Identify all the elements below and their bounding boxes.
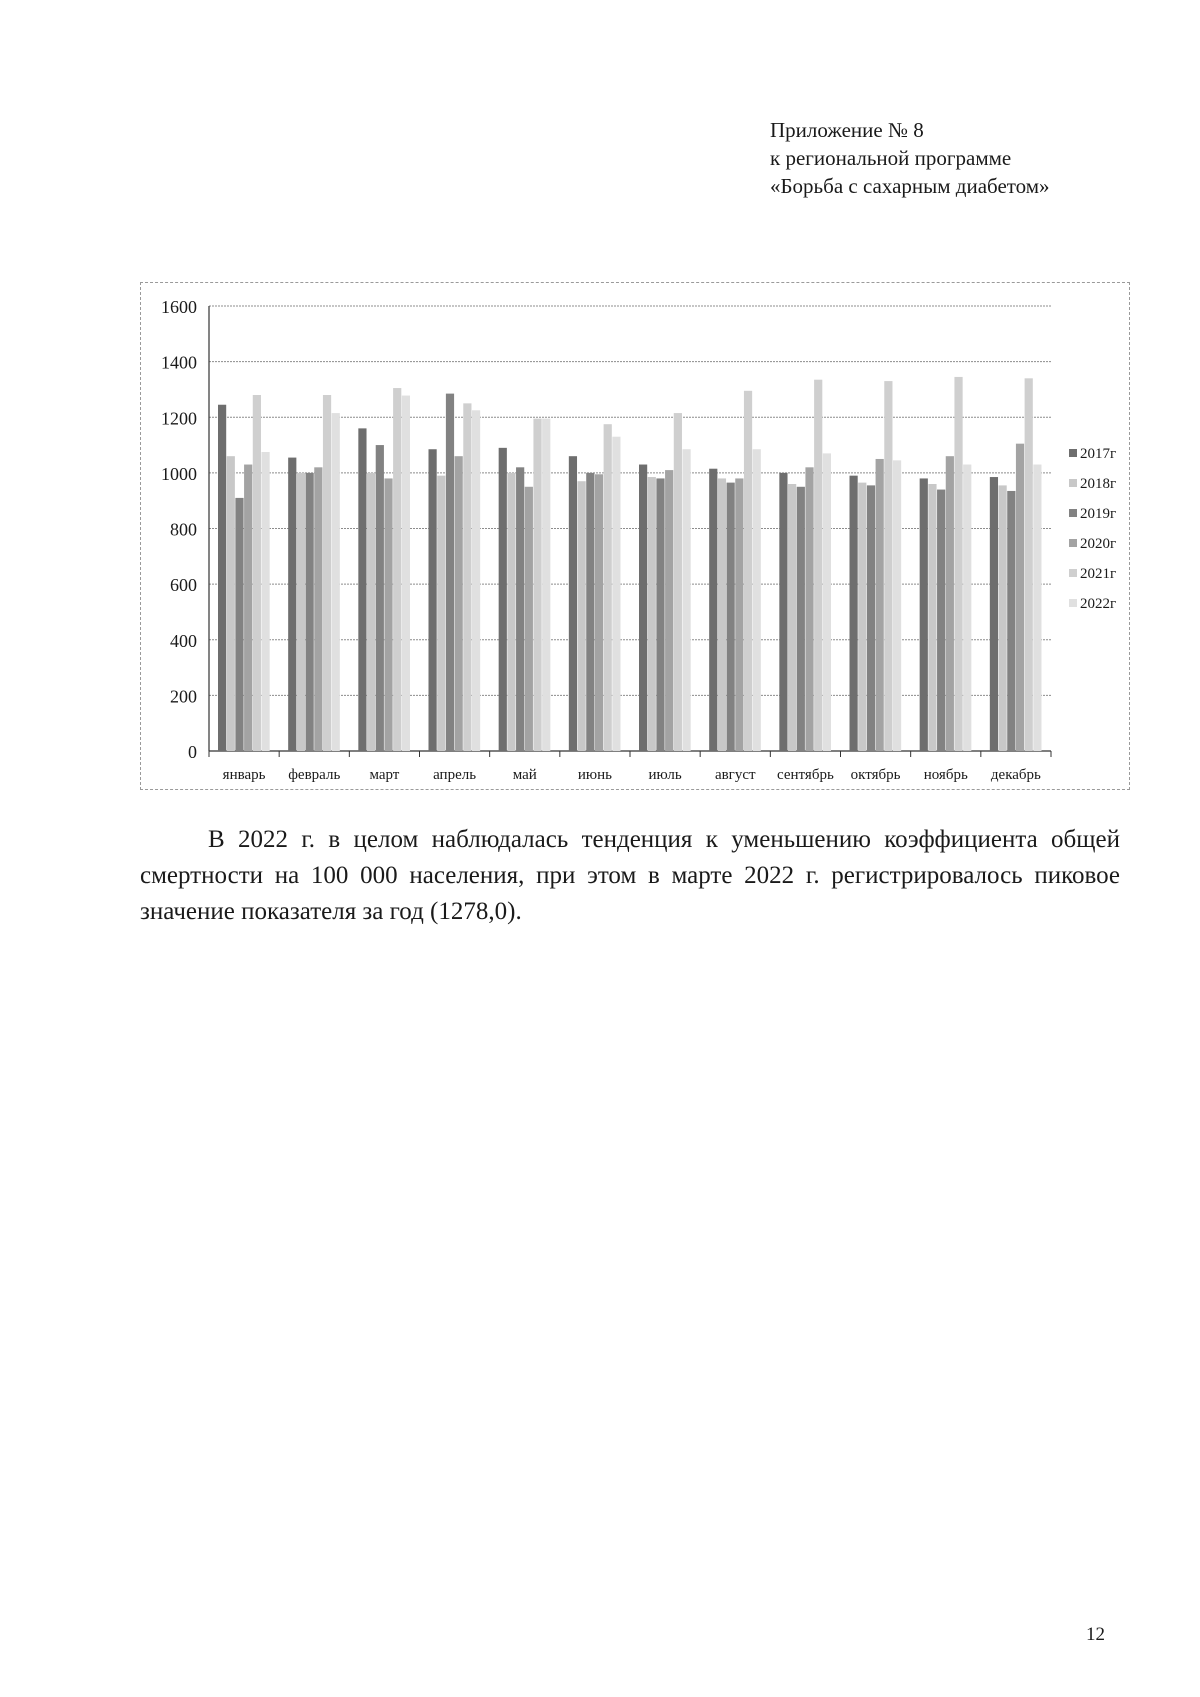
bar: [227, 456, 235, 751]
legend-label: 2019г: [1080, 506, 1117, 522]
bar: [429, 449, 437, 751]
bar: [542, 419, 550, 751]
bar: [437, 476, 445, 751]
bar: [779, 473, 787, 751]
bar: [578, 481, 586, 751]
bar: [218, 405, 226, 751]
bar: [814, 380, 822, 751]
appendix-header: [770, 116, 1170, 200]
x-tick-label: май: [512, 767, 537, 783]
bar: [823, 453, 831, 751]
bar: [648, 477, 656, 751]
bar: [1033, 465, 1041, 751]
bar: [718, 478, 726, 751]
legend-swatch: [1069, 569, 1077, 577]
bar: [858, 483, 866, 751]
bar: [1016, 444, 1024, 751]
bar: [999, 485, 1007, 751]
page-number: 12: [1086, 1624, 1105, 1645]
bar: [288, 458, 296, 751]
legend-label: 2020г: [1080, 536, 1117, 552]
mortality-chart: [140, 282, 1130, 790]
bar: [920, 478, 928, 751]
y-tick-label: 1600: [161, 297, 197, 317]
y-tick-label: 400: [170, 630, 197, 651]
bar: [884, 381, 892, 751]
bar: [244, 465, 252, 751]
bar: [867, 485, 875, 751]
program-title: «Борьба с сахарным диабетом»: [770, 174, 1050, 198]
bar: [384, 478, 392, 751]
bar: [990, 477, 998, 751]
bar: [656, 478, 664, 751]
bar: [376, 445, 384, 751]
bar: [323, 395, 331, 751]
body-paragraph-text: В 2022 г. в целом наблюдалась тенденция к уменьшению коэффициента общей смертности на 100 000 населения, при этом в марте 2022 г. регистрировалось пиковое значение показателя за год (1278,0).: [140, 826, 1120, 925]
bar: [744, 391, 752, 751]
bar: [612, 437, 620, 751]
bar: [665, 470, 673, 751]
x-tick-label: октябрь: [850, 767, 901, 783]
bar: [753, 449, 761, 751]
bar: [1025, 378, 1033, 751]
bar: [1007, 491, 1015, 751]
bar: [314, 467, 322, 751]
bar: [797, 487, 805, 751]
body-paragraph: [140, 822, 1120, 930]
legend-label: 2018г: [1080, 476, 1117, 492]
bar: [727, 483, 735, 751]
x-tick-label: февраль: [288, 767, 341, 783]
x-tick-label: июнь: [577, 767, 612, 783]
bar: [455, 456, 463, 751]
bar: [709, 469, 717, 751]
bar: [595, 474, 603, 751]
bar: [367, 473, 375, 751]
y-tick-label: 1000: [161, 463, 197, 484]
bar: [358, 428, 366, 751]
bar: [261, 452, 269, 751]
legend-swatch: [1069, 479, 1077, 487]
y-tick-label: 600: [170, 575, 197, 596]
bar: [332, 413, 340, 751]
x-tick-label: сентябрь: [777, 767, 834, 783]
bar: [928, 484, 936, 751]
x-tick-label: август: [714, 767, 756, 783]
legend-swatch: [1069, 509, 1077, 517]
y-tick-label: 800: [170, 519, 197, 540]
bar: [499, 448, 507, 751]
bar: [516, 467, 524, 751]
bar: [402, 396, 410, 751]
bar: [735, 478, 743, 751]
bar: [639, 465, 647, 751]
bar: [937, 490, 945, 751]
y-tick-label: 1400: [161, 352, 197, 373]
bar: [946, 456, 954, 751]
x-tick-label: июль: [648, 767, 682, 783]
bar: [533, 419, 541, 751]
bar: [954, 377, 962, 751]
bar: [788, 484, 796, 751]
bar: [850, 476, 858, 751]
bar: [805, 467, 813, 751]
bar: [507, 473, 515, 751]
bar: [463, 403, 471, 751]
y-tick-label: 1200: [161, 408, 197, 429]
bar: [306, 473, 314, 751]
bar: [876, 459, 884, 751]
program-reference: к региональной программе: [770, 146, 1012, 170]
x-tick-label: январь: [222, 767, 266, 783]
y-tick-label: 200: [170, 686, 197, 707]
bar: [893, 460, 901, 751]
y-tick-label: 0: [188, 742, 197, 762]
legend-swatch: [1069, 449, 1077, 457]
legend-label: 2022г: [1080, 596, 1117, 612]
bar: [472, 410, 480, 751]
legend-swatch: [1069, 539, 1077, 547]
x-tick-label: март: [369, 767, 400, 783]
bar: [235, 498, 243, 751]
legend-swatch: [1069, 599, 1077, 607]
bar: [586, 473, 594, 751]
x-tick-label: апрель: [433, 767, 477, 783]
bar: [297, 473, 305, 751]
legend-label: 2021г: [1080, 566, 1117, 582]
x-tick-label: ноябрь: [923, 767, 968, 783]
bar: [682, 449, 690, 751]
bar: [525, 487, 533, 751]
bar: [253, 395, 261, 751]
bar: [446, 394, 454, 751]
bar: [674, 413, 682, 751]
bar: [569, 456, 577, 751]
legend-label: 2017г: [1080, 446, 1117, 462]
bar: [963, 465, 971, 751]
bar: [604, 424, 612, 751]
appendix-number: Приложение № 8: [770, 118, 924, 142]
bar: [393, 388, 401, 751]
x-tick-label: декабрь: [990, 767, 1041, 783]
bar-chart-svg: [141, 283, 1131, 791]
